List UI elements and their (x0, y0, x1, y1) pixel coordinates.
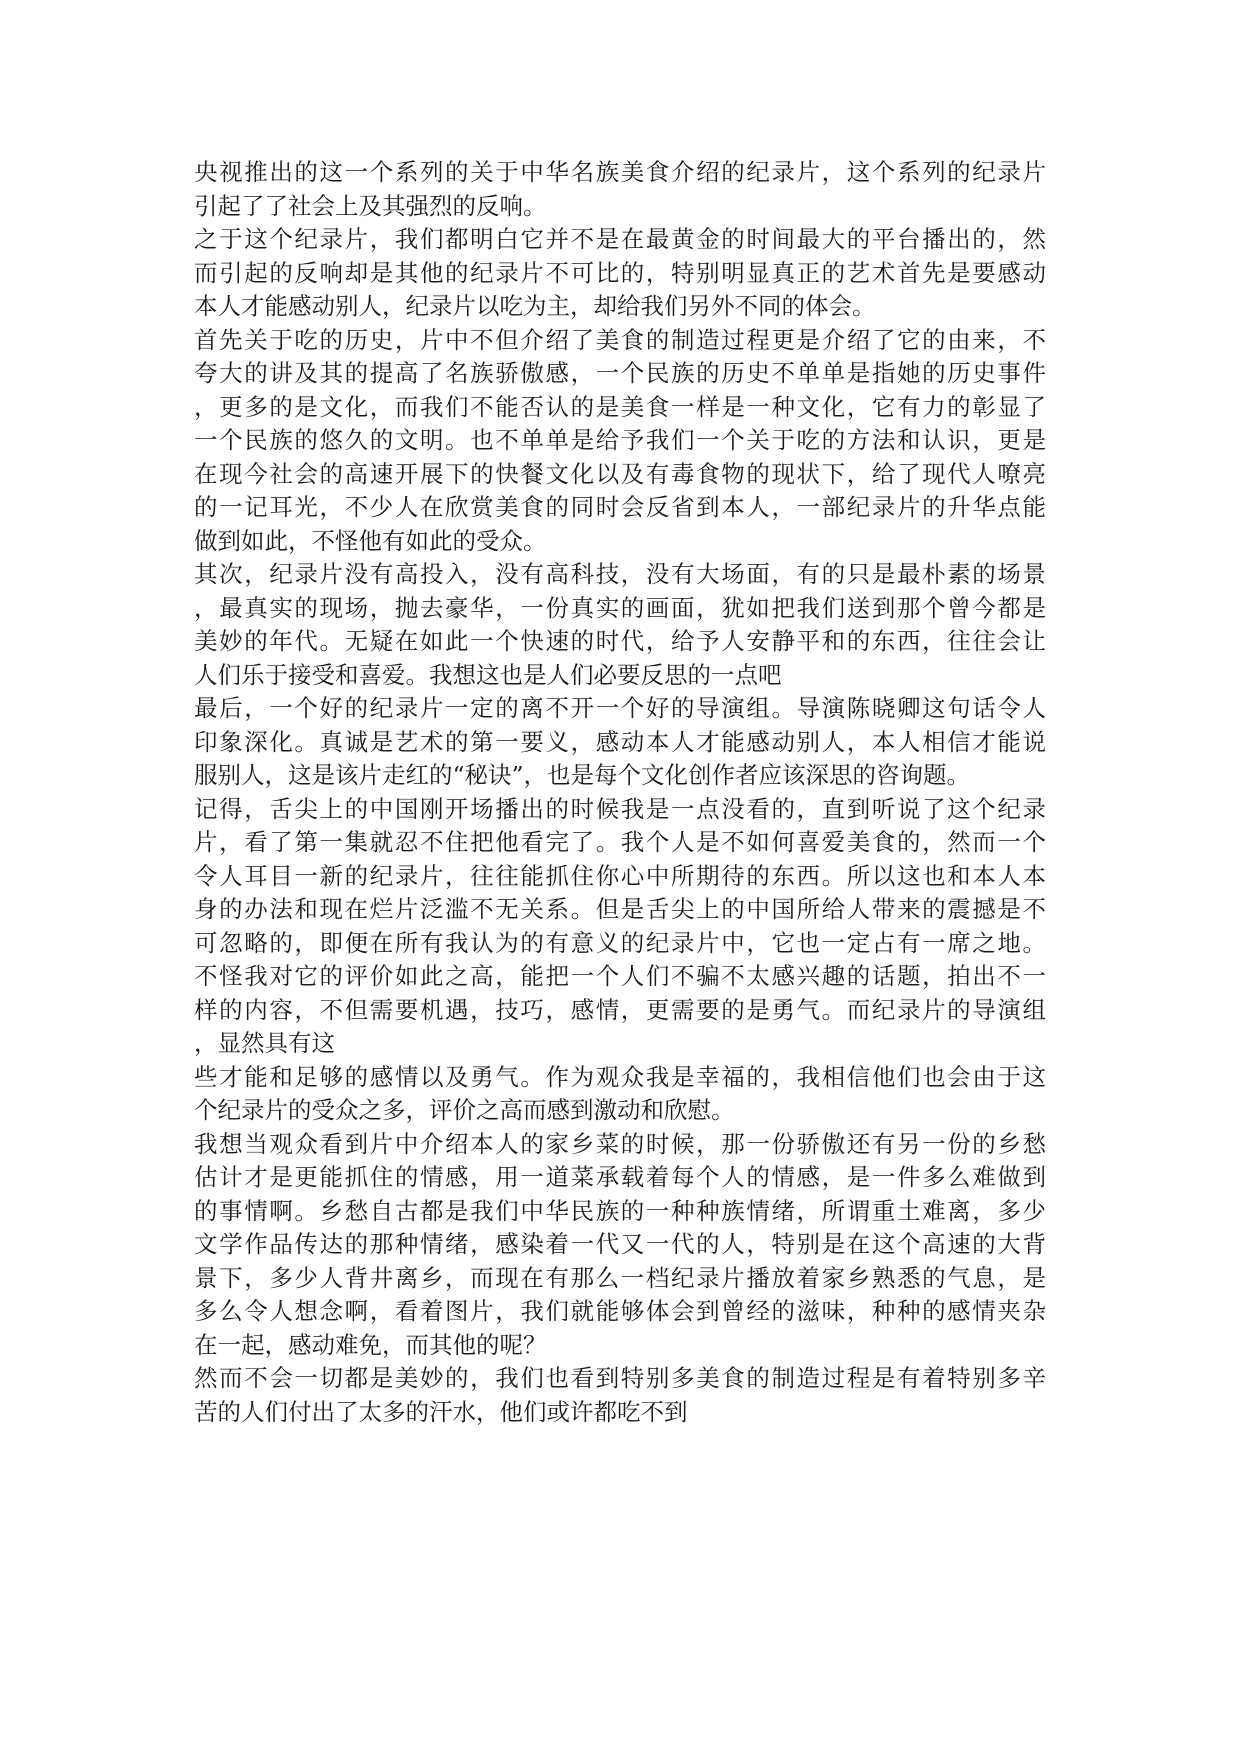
text-line: 可忽略的，即便在所有我认为的有意义的纪录片中，它也一定占有一席之地。 (194, 928, 1046, 957)
text-line: 美妙的年代。无疑在如此一个快速的时代，给予人安静平和的东西，往往会让 (194, 627, 1046, 655)
text-line: 文学作品传达的那种情绪，感染着一代又一代的人，特别是在这个高速的大背 (194, 1230, 1046, 1258)
text-line: 然而不会一切都是美妙的，我们也看到特别多美食的制造过程是有着特别多辛 (194, 1364, 1046, 1392)
text-line: 些才能和足够的感情以及勇气。作为观众我是幸福的，我相信他们也会由于这 (194, 1062, 1046, 1091)
text-line: 不怪我对它的评价如此之高，能把一个人们不骗不太感兴趣的话题，拍出不一 (194, 962, 1046, 990)
text-line: 的一记耳光，不少人在欣赏美食的同时会反省到本人，一部纪录片的升华点能 (194, 493, 1046, 521)
text-line: ，最真实的现场，抛去豪华，一份真实的画面，犹如把我们送到那个曾今都是 (194, 593, 1046, 622)
text-line: 身的办法和现在烂片泛滥不无关系。但是舌尖上的中国所给人带来的震撼是不 (194, 895, 1046, 923)
text-line: 令人耳目一新的纪录片，往往能抓住你心中所期待的东西。所以这也和本人本 (194, 861, 1046, 890)
text-line: 最后，一个好的纪录片一定的离不开一个好的导演组。导演陈晓卿这句话令人 (194, 694, 1046, 722)
text-line: 本人才能感动别人，纪录片以吃为主，却给我们另外不同的体会。 (194, 292, 876, 320)
text-line: 我想当观众看到片中介绍本人的家乡菜的时候，那一份骄傲还有另一份的乡愁 (194, 1129, 1046, 1158)
text-line: 在一起，感动难免，而其他的呢？ (194, 1330, 547, 1359)
text-line: 估计才是更能抓住的情感，用一道菜承载着每个人的情感，是一件多么难做到 (194, 1163, 1046, 1191)
text-line: 片，看了第一集就忍不住把他看完了。我个人是不如何喜爱美食的，然而一个 (194, 828, 1046, 856)
text-line: 一个民族的悠久的文明。也不单单是给予我们一个关于吃的方法和认识，更是 (194, 426, 1046, 454)
text-line: 在现今社会的高速开展下的快餐文化以及有毒食物的现状下，给了现代人嘹亮 (194, 459, 1046, 488)
text-line: 首先关于吃的历史，片中不但介绍了美食的制造过程更是介绍了它的由来，不 (194, 325, 1046, 354)
document-body (194, 156, 1046, 1429)
text-line: 景下，多少人背井离乡，而现在有那么一档纪录片播放着家乡熟悉的气息，是 (194, 1263, 1046, 1292)
text-line: 之于这个纪录片，我们都明白它并不是在最黄金的时间最大的平台播出的，然 (194, 225, 1046, 253)
text-line: 样的内容，不但需要机遇，技巧，感情，更需要的是勇气。而纪录片的导演组 (194, 995, 1046, 1024)
text-line: ，显然具有这 (194, 1029, 335, 1057)
text-line: 而引起的反响却是其他的纪录片不可比的，特别明显真正的艺术首先是要感动 (194, 258, 1046, 287)
text-line: 服别人，这是该片走红的“秘诀”，也是每个文化创作者应该深思的咨询题。 (194, 761, 971, 789)
text-line: 苦的人们付出了太多的汗水，他们或许都吃不到 (194, 1397, 688, 1426)
text-line: 其次，纪录片没有高投入，没有高科技，没有大场面，有的只是最朴素的场景 (194, 560, 1046, 588)
text-line: 个纪录片的受众之多，评价之高而感到激动和欣慰。 (194, 1096, 735, 1124)
text-line: 多么令人想念啊，看着图片，我们就能够体会到曾经的滋味，种种的感情夹杂 (194, 1297, 1046, 1325)
text-line: 印象深化。真诚是艺术的第一要义，感动本人才能感动别人，本人相信才能说 (194, 727, 1046, 756)
text-line: 央视推出的这一个系列的关于中华名族美食介绍的纪录片，这个系列的纪录片 (194, 158, 1046, 186)
text-line: 人们乐于接受和喜爱。我想这也是人们必要反思的一点吧 (194, 660, 782, 689)
text-line: 引起了了社会上及其强烈的反响。 (194, 191, 547, 220)
text-line: 记得，舌尖上的中国刚开场播出的时候我是一点没看的，直到听说了这个纪录 (194, 794, 1046, 823)
text-line: 的事情啊。乡愁自古都是我们中华民族的一种种族情绪，所谓重土难离，多少 (194, 1196, 1046, 1225)
text-line: 夸大的讲及其的提高了名族骄傲感，一个民族的历史不单单是指她的历史事件 (194, 359, 1046, 387)
text-line: ，更多的是文化，而我们不能否认的是美食一样是一种文化，它有力的彰显了 (194, 392, 1046, 421)
text-line: 做到如此，不怪他有如此的受众。 (194, 526, 547, 555)
